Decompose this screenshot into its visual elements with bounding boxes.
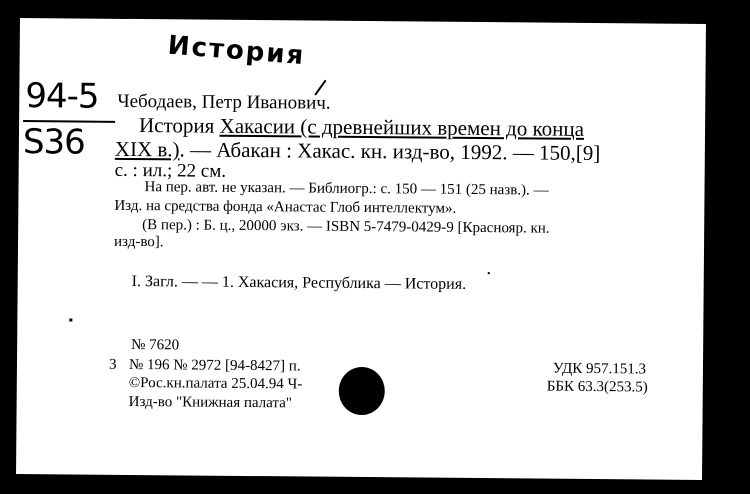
note-line-4: изд-во]. [113, 233, 164, 251]
ink-speck [488, 272, 490, 274]
imprint: . — Абакан : Хакас. кн. изд-во, 1992. — 150,[9] [179, 137, 601, 166]
ink-speck [377, 403, 379, 405]
note-line-1: На пер. авт. не указан. — Библиогр.: с. 150 — 151 (25 назв.). — [144, 179, 549, 199]
card-count: 3 [108, 356, 117, 373]
publisher-line: Изд-во "Книжная палата" [128, 393, 293, 412]
handwritten-code-top: 94-5 [25, 76, 99, 117]
catalog-card [16, 18, 706, 480]
note-line-3: (В пер.) : Б. ц., 20000 экз. — ISBN 5-7479-0429-9 [Краснояр. кн. [142, 217, 550, 237]
title-underlined-2: XIX в.) [114, 136, 180, 162]
card-number: № 7620 [131, 336, 180, 354]
registration-numbers: № 196 № 2972 [94-8427] п. [128, 356, 301, 375]
copyright-line: ©Рос.кн.палата 25.04.94 Ч- [128, 374, 303, 393]
note-line-2: Изд. на средства фонда «Анастас Глоб интеллектум». [114, 197, 457, 217]
subject-headings: I. Загл. — — 1. Хакасия, Республика — История. [131, 272, 467, 293]
physical-description: с. : ил.; 22 см. [114, 159, 227, 182]
handwritten-subject: История [166, 30, 307, 72]
udk-code: УДК 957.151.3 [552, 360, 647, 378]
ink-blot [339, 367, 385, 415]
ink-speck [69, 318, 72, 321]
author-heading: Чебодаев, Петр Иванович. [117, 90, 331, 114]
title-underlined-1: Хакасии (с древнейших времен до конца [219, 113, 585, 141]
title-prefix: История [138, 113, 220, 138]
bbk-code: ББК 63.3(253.5) [546, 378, 648, 396]
handwritten-code-bottom: S36 [22, 122, 85, 163]
